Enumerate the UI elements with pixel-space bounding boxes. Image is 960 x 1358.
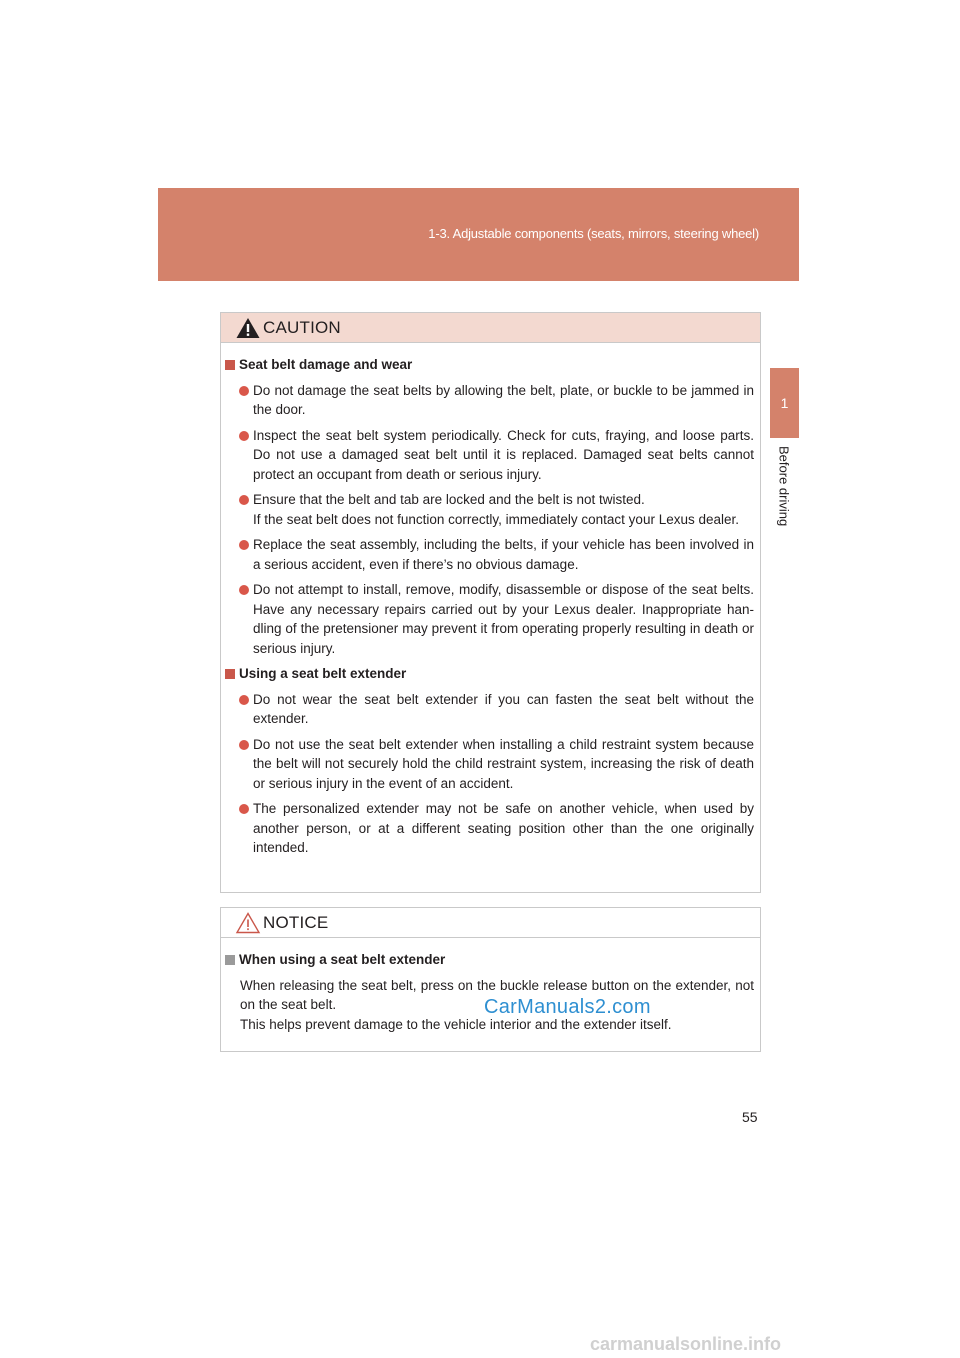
chapter-number-tab: 1 [770, 368, 799, 438]
list-item: Replace the seat assembly, including the belts, if your vehicle has been involved in a serious accident, even if there’s no obvious damage. [225, 535, 754, 574]
notice-text: When releasing the seat belt, press on the buckle release button on the extender, not on the seat belt. This helps prevent damage to the vehicle interior and the extender itself. [240, 977, 754, 1032]
list-item: The personalized extender may not be safe on another vehicle, when used by another person, or at a different seating position other than the one originally intended. [225, 799, 754, 858]
bullet-dot-icon [239, 695, 249, 705]
bullet-dot-icon [239, 431, 249, 441]
notice-box [220, 907, 761, 1052]
list-item: Do not attempt to install, remove, modify, disassemble or dispose of the seat belts. Have any necessary repairs carried out by your Lexus dealer. Inappropriate han-dling of the pretensioner may prevent it from operating properly resulting in death or serious injury. [225, 580, 754, 658]
section-title: Using a seat belt extender [225, 664, 754, 684]
list-item: Do not damage the seat belts by allowing the belt, plate, or buckle to be jammed in the door. [225, 381, 754, 420]
notice-body [221, 938, 760, 1034]
list-item: Ensure that the belt and tab are locked and the belt is not twisted. If the seat belt does not function correctly, immediately contact your Lexus dealer. [225, 490, 754, 529]
section-title: When using a seat belt extender [225, 950, 754, 970]
caution-heading: CAUTION [263, 317, 341, 337]
square-bullet-icon [225, 955, 235, 965]
bullet-dot-icon [239, 540, 249, 550]
bullet-dot-icon [239, 804, 249, 814]
square-bullet-icon [225, 360, 235, 370]
watermark: CarManuals2.com [484, 996, 651, 1018]
bullet-dot-icon [239, 585, 249, 595]
section-title: Seat belt damage and wear [225, 355, 754, 375]
notice-header [221, 908, 760, 938]
caution-body [221, 343, 760, 858]
chapter-header [158, 188, 799, 281]
list-item: Do not use the seat belt extender when installing a child restraint system because the belt will not securely hold the child restraint system, increasing the risk of death or serious injury in the event of an accident. [225, 735, 754, 794]
warning-triangle-icon [235, 316, 261, 340]
chapter-side-label: Before driving [776, 446, 792, 527]
list-item: Do not wear the seat belt extender if you can fasten the seat belt without the extender. [225, 690, 754, 729]
footer-watermark: carmanualsonline.info [590, 1334, 782, 1354]
warning-triangle-outline-icon [235, 911, 261, 935]
square-bullet-icon [225, 669, 235, 679]
caution-header [221, 313, 760, 343]
bullet-dot-icon [239, 386, 249, 396]
bullet-dot-icon [239, 740, 249, 750]
notice-heading: NOTICE [263, 912, 329, 932]
list-item: Inspect the seat belt system periodically. Check for cuts, fraying, and loose parts. Do not use a damaged seat belt until it is replaced. Damaged seat belts cannot protect an occupant from death or serious injury. [225, 426, 754, 485]
chapter-title: 1-3. Adjustable components (seats, mirrors, steering wheel) [428, 226, 759, 241]
caution-box [220, 312, 761, 893]
page-number: 55 [742, 1109, 758, 1125]
bullet-dot-icon [239, 495, 249, 505]
